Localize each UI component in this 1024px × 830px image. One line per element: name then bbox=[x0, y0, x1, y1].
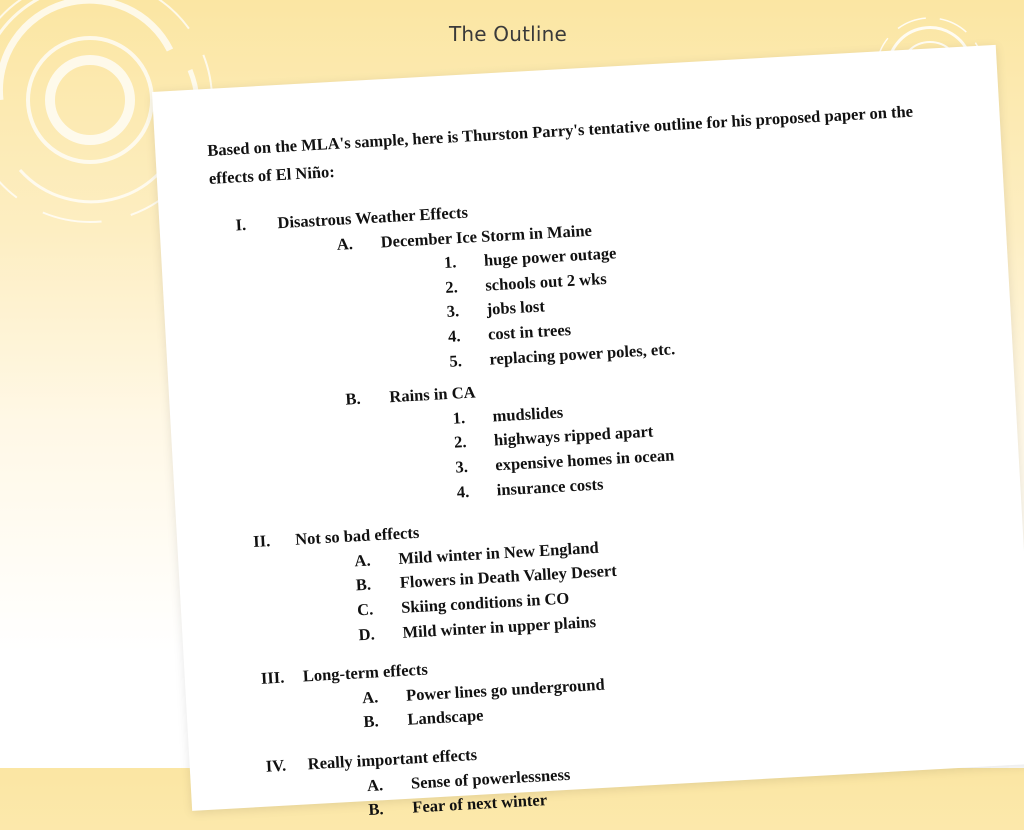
outline-section-heading: Not so bad effects bbox=[294, 522, 420, 549]
outline-letter: A. bbox=[361, 687, 379, 707]
outline-document bbox=[152, 45, 1024, 820]
outline-subheading: Sense of powerlessness bbox=[410, 764, 571, 793]
outline-content bbox=[152, 45, 1024, 820]
outline-item: huge power outage bbox=[483, 243, 617, 270]
outline-item: mudslides bbox=[492, 402, 564, 426]
outline-item: cost in trees bbox=[487, 319, 572, 344]
outline-item-number: 4. bbox=[447, 326, 461, 346]
outline-section-heading: Disastrous Weather Effects bbox=[276, 202, 469, 233]
outline-item-number: 4. bbox=[456, 481, 470, 502]
outline-letter: D. bbox=[358, 624, 376, 644]
outline-letter: A. bbox=[336, 233, 354, 254]
outline-item: schools out 2 wks bbox=[484, 268, 608, 295]
outline-letter: A. bbox=[366, 774, 384, 795]
outline-letter: A. bbox=[353, 550, 372, 571]
outline-letter: B. bbox=[344, 389, 362, 409]
outline-item-number: 5. bbox=[448, 350, 463, 371]
outline-subheading: Mild winter in upper plains bbox=[402, 611, 597, 642]
outline-subheading: Landscape bbox=[406, 705, 484, 730]
outline-item-number: 2. bbox=[444, 277, 459, 297]
outline-subheading: Rains in CA bbox=[388, 382, 476, 407]
outline-numeral: II. bbox=[252, 531, 271, 552]
outline-subheading: Mild winter in New England bbox=[397, 537, 600, 568]
outline-item: insurance costs bbox=[496, 474, 604, 499]
outline-numeral: IV. bbox=[265, 755, 287, 776]
outline-letter: B. bbox=[362, 711, 380, 732]
outline-subheading: Fear of next winter bbox=[411, 790, 548, 817]
slide-title: The Outline bbox=[448, 22, 568, 46]
outline-section-heading: Long-term effects bbox=[302, 659, 429, 686]
outline-subheading: Skiing conditions in CO bbox=[400, 588, 570, 617]
outline-item: jobs lost bbox=[486, 296, 546, 320]
outline-subheading: Flowers in Death Valley Desert bbox=[399, 561, 618, 593]
outline-numeral: I. bbox=[235, 214, 247, 235]
intro-paragraph: Based on the MLA's sample, here is Thurston Parry's tentative outline for his proposed paper on the effects of El Niño: bbox=[206, 101, 914, 188]
outline-numeral: III. bbox=[260, 667, 285, 689]
outline-subheading: Power lines go underground bbox=[405, 674, 606, 705]
outline-item-number: 1. bbox=[443, 252, 457, 273]
outline-item: replacing power poles, etc. bbox=[488, 338, 676, 369]
outline-item-number: 1. bbox=[452, 407, 466, 428]
outline-item-number: 3. bbox=[446, 301, 460, 322]
outline-item: expensive homes in ocean bbox=[494, 445, 675, 475]
outline-item-number: 3. bbox=[454, 456, 469, 477]
outline-item-number: 2. bbox=[453, 432, 467, 453]
outline-item: highways ripped apart bbox=[493, 421, 654, 450]
outline-letter: C. bbox=[356, 599, 374, 620]
outline-letter: B. bbox=[355, 574, 372, 595]
outline-letter: B. bbox=[367, 799, 385, 820]
outline-subheading: December Ice Storm in Maine bbox=[380, 220, 593, 252]
outline-section-heading: Really important effects bbox=[307, 744, 478, 774]
